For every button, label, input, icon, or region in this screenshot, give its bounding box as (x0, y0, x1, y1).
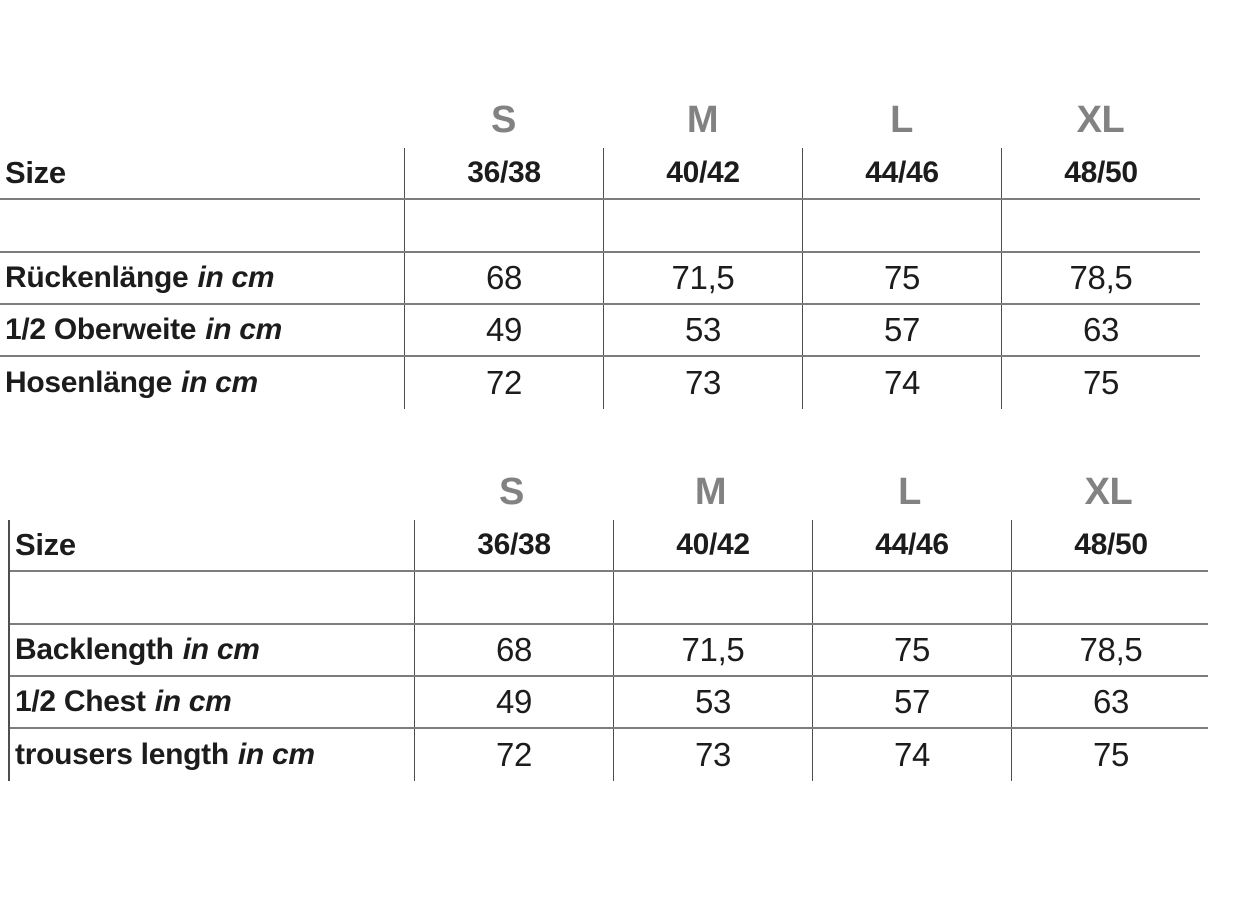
row-value-xl: 63 (1001, 305, 1200, 355)
size-letter-xl: XL (1076, 98, 1125, 141)
size-value-m: 40/42 (613, 520, 812, 570)
empty-cell (603, 200, 802, 251)
size-letter-l: L (898, 470, 921, 513)
table-row-chest-en (10, 677, 1208, 729)
row-label (10, 729, 414, 781)
size-letter-s: S (491, 98, 516, 141)
row-value-l: 57 (812, 677, 1011, 727)
size-value-xl: 48/50 (1011, 520, 1210, 570)
size-letter-l: L (890, 98, 913, 141)
empty-row (10, 572, 1208, 625)
row-label-text: Hosenlänge (5, 366, 173, 399)
spacer-cell (8, 464, 412, 520)
row-value-s: 68 (404, 253, 603, 303)
table-row-chest-de (0, 305, 1200, 357)
row-label-unit: in cm (205, 313, 283, 346)
table-row-backlength-en (10, 625, 1208, 677)
size-row-label: Size (5, 155, 66, 190)
row-value-s: 49 (404, 305, 603, 355)
size-value-xl: 48/50 (1001, 148, 1200, 198)
size-letters-row (8, 464, 1208, 520)
empty-row (0, 200, 1200, 253)
empty-cell (613, 572, 812, 623)
row-label (10, 677, 414, 727)
size-table-english (8, 464, 1208, 781)
empty-cell (0, 200, 404, 251)
row-value-l: 57 (802, 305, 1001, 355)
row-label-unit: in cm (181, 366, 258, 399)
row-value-s: 68 (414, 625, 613, 675)
empty-cell (812, 572, 1011, 623)
row-value-l: 74 (802, 357, 1001, 409)
row-value-l: 75 (812, 625, 1011, 675)
empty-cell (1011, 572, 1210, 623)
spacer-cell (0, 92, 404, 148)
row-value-m: 71,5 (613, 625, 812, 675)
table-body (8, 520, 1208, 781)
size-value-s: 36/38 (414, 520, 613, 570)
size-numbers-row (0, 148, 1200, 200)
row-value-m: 53 (613, 677, 812, 727)
row-label-text: 1/2 Oberweite (5, 313, 197, 346)
size-value-s: 36/38 (404, 148, 603, 198)
row-value-l: 75 (802, 253, 1001, 303)
size-row-label: Size (15, 527, 76, 562)
table-row-trousers-en (10, 729, 1208, 781)
table-row-trousers-de (0, 357, 1200, 409)
row-label-unit: in cm (182, 633, 260, 666)
row-value-l: 74 (812, 729, 1011, 781)
row-label-text: 1/2 Chest (15, 685, 146, 718)
row-value-xl: 63 (1011, 677, 1210, 727)
size-value-l: 44/46 (802, 148, 1001, 198)
row-value-m: 73 (613, 729, 812, 781)
row-label (0, 357, 404, 409)
row-value-xl: 75 (1011, 729, 1210, 781)
size-numbers-row (10, 520, 1208, 572)
empty-cell (414, 572, 613, 623)
row-label-unit: in cm (154, 685, 232, 718)
row-value-xl: 75 (1001, 357, 1200, 409)
size-letter-xl: XL (1084, 470, 1133, 513)
table-body (0, 148, 1200, 409)
row-label (10, 625, 414, 675)
empty-cell (404, 200, 603, 251)
size-letter-s: S (499, 470, 524, 513)
row-value-s: 72 (414, 729, 613, 781)
size-table-german (0, 92, 1200, 409)
row-label-unit: in cm (197, 261, 275, 294)
row-label-unit: in cm (237, 738, 315, 771)
row-label-text: Rückenlänge (5, 261, 189, 294)
empty-cell (10, 572, 414, 623)
table-row-backlength-de (0, 253, 1200, 305)
row-value-m: 53 (603, 305, 802, 355)
size-letters-row (0, 92, 1200, 148)
size-letter-m: M (686, 98, 719, 141)
row-label (0, 305, 404, 355)
row-value-m: 71,5 (603, 253, 802, 303)
row-value-m: 73 (603, 357, 802, 409)
size-letter-m: M (694, 470, 727, 513)
row-label-text: Backlength (15, 633, 174, 666)
row-label-text: trousers length (15, 738, 229, 771)
row-value-s: 72 (404, 357, 603, 409)
row-value-s: 49 (414, 677, 613, 727)
size-value-l: 44/46 (812, 520, 1011, 570)
size-value-m: 40/42 (603, 148, 802, 198)
row-value-xl: 78,5 (1001, 253, 1200, 303)
empty-cell (802, 200, 1001, 251)
row-value-xl: 78,5 (1011, 625, 1210, 675)
row-label (0, 253, 404, 303)
empty-cell (1001, 200, 1200, 251)
